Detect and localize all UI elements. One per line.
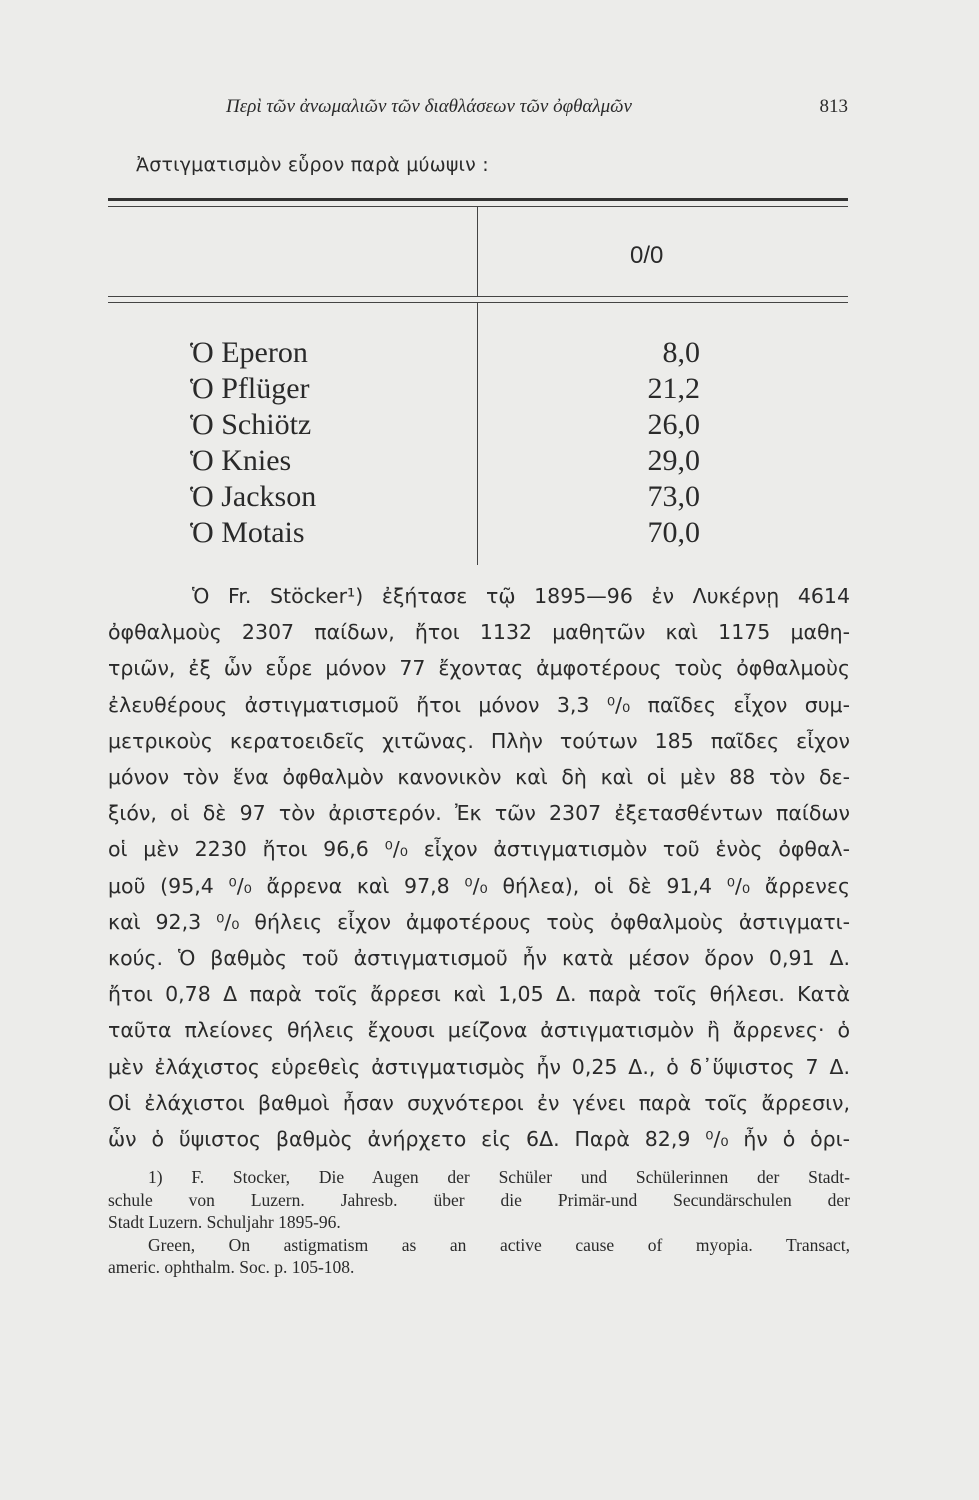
row-name: Ὁ Jackson [190, 480, 317, 513]
row-name: Ὁ Eperon [190, 336, 308, 369]
body-line: ὧν ὁ ὕψιστος βαθμὸς ἀνήρχετο εἰς 6Δ. Παρὰ 82,9 ⁰/₀ ἦν ὁ ὁρι- [108, 1127, 850, 1152]
table-row [190, 336, 720, 372]
body-line: μόνον τὸν ἕνα ὀφθαλμὸν κανονικὸν καὶ δὴ καὶ οἱ μὲν 88 τὸν δε- [108, 765, 850, 790]
table-row [190, 372, 720, 408]
body-paragraph [108, 578, 850, 1157]
body-line: ἤτοι 0,78 Δ παρὰ τοῖς ἄρρεσι καὶ 1,05 Δ. παρὰ τοῖς θήλεσι. Κατὰ [108, 982, 850, 1007]
body-line: κούς. Ὁ βαθμὸς τοῦ ἀστιγματισμοῦ ἦν κατὰ μέσον ὅρον 0,91 Δ. [108, 946, 850, 971]
row-value: 29,0 [647, 444, 700, 477]
table-row [190, 444, 720, 480]
footnote-line: 1) F. Stocker, Die Augen der Schüler und Schülerinnen der Stadt- [148, 1167, 850, 1187]
header-bottom-rule [108, 296, 848, 297]
body-line: ὀφθαλμοὺς 2307 παίδων, ἤτοι 1132 μαθητῶν καὶ 1175 μαθη- [108, 620, 850, 645]
body-line: μοῦ (95,4 ⁰/₀ ἄρρενα καὶ 97,8 ⁰/₀ θήλεα), οἱ δὲ 91,4 ⁰/₀ ἄρρενες [108, 873, 850, 898]
body-line: ξιόν, οἱ δὲ 97 τὸν ἀριστερόν. Ἐκ τῶν 2307 ἐξετασθέντων παίδων [108, 801, 850, 826]
row-name: Ὁ Knies [190, 444, 292, 477]
body-line: μετρικοὺς κερατοειδεῖς χιτῶνας. Πλὴν τούτων 185 παῖδες εἶχον [108, 728, 850, 753]
row-value: 73,0 [647, 480, 700, 513]
row-value: 21,2 [647, 372, 700, 405]
body-line: Ὁ Fr. Stöcker¹) ἐξήτασε τῷ 1895—96 ἐν Λυκέρνῃ 4614 [192, 584, 850, 608]
body-line: οἱ μὲν 2230 ἤτοι 96,6 ⁰/₀ εἶχον ἀστιγματισμὸν τοῦ ἑνὸς ὀφθαλ- [108, 837, 850, 862]
footnote-line: Stadt Luzern. Schuljahr 1895-96. [108, 1212, 341, 1233]
footnote-line: schule von Luzern. Jahresb. über die Primär-und Secundärschulen der [108, 1189, 850, 1210]
row-name: Ὁ Schiötz [190, 408, 312, 441]
row-value: 70,0 [647, 516, 700, 549]
table-row [190, 480, 720, 516]
footnotes [108, 1166, 850, 1279]
table-row [190, 408, 720, 444]
table-intro: Ἀστιγματισμὸν εὗρον παρὰ μύωψιν : [136, 154, 489, 176]
body-line: ταῦτα πλείονες θήλεις ἔχουσι μείζονα ἀστιγματισμὸν ἢ ἄρρενες· ὁ [108, 1018, 850, 1043]
footnote-line: americ. ophthalm. Soc. p. 105-108. [108, 1257, 355, 1278]
page-number: 813 [819, 96, 848, 117]
running-head-title: Περὶ τῶν ἀνωμαλιῶν τῶν διαθλάσεων τῶν ὀφθαλμῶν [226, 96, 632, 117]
body-line: ἐλευθέρους ἀστιγματισμοῦ ἤτοι μόνον 3,3 ⁰/₀ παῖδες εἶχον συμ- [108, 692, 850, 717]
body-line: Οἱ ἐλάχιστοι βαθμοὶ ἦσαν συχνότεροι ἐν γένει παρὰ τοῖς ἄρρεσιν, [108, 1090, 850, 1115]
header-column-divider [477, 207, 478, 297]
footnote-line: Green, On astigmatism as an active cause of myopia. Transact, [148, 1234, 850, 1255]
table-top-rule [108, 198, 848, 201]
percent-column-header: 0/0 [630, 242, 664, 269]
row-value: 8,0 [662, 336, 700, 369]
body-line: τριῶν, ἐξ ὧν εὗρε μόνον 77 ἔχοντας ἀμφοτέρους τοὺς ὀφθαλμοὺς [108, 656, 850, 681]
header-bottom-rule-2 [108, 302, 848, 303]
row-value: 26,0 [647, 408, 700, 441]
table-top-rule-thin [108, 206, 848, 207]
row-name: Ὁ Pflüger [190, 372, 310, 405]
body-line: μὲν ἐλάχιστος εὑρεθεὶς ἀστιγματισμὸς ἦν 0,25 Δ., ὁ δ᾽ὕψιστος 7 Δ. [108, 1054, 850, 1079]
body-line: καὶ 92,3 ⁰/₀ θήλεις εἶχον ἀμφοτέρους τοὺς ὀφθαλμοὺς ἀστιγματι- [108, 909, 850, 934]
row-name: Ὁ Motais [190, 516, 305, 549]
table-body [190, 336, 720, 552]
table-row [190, 516, 720, 552]
